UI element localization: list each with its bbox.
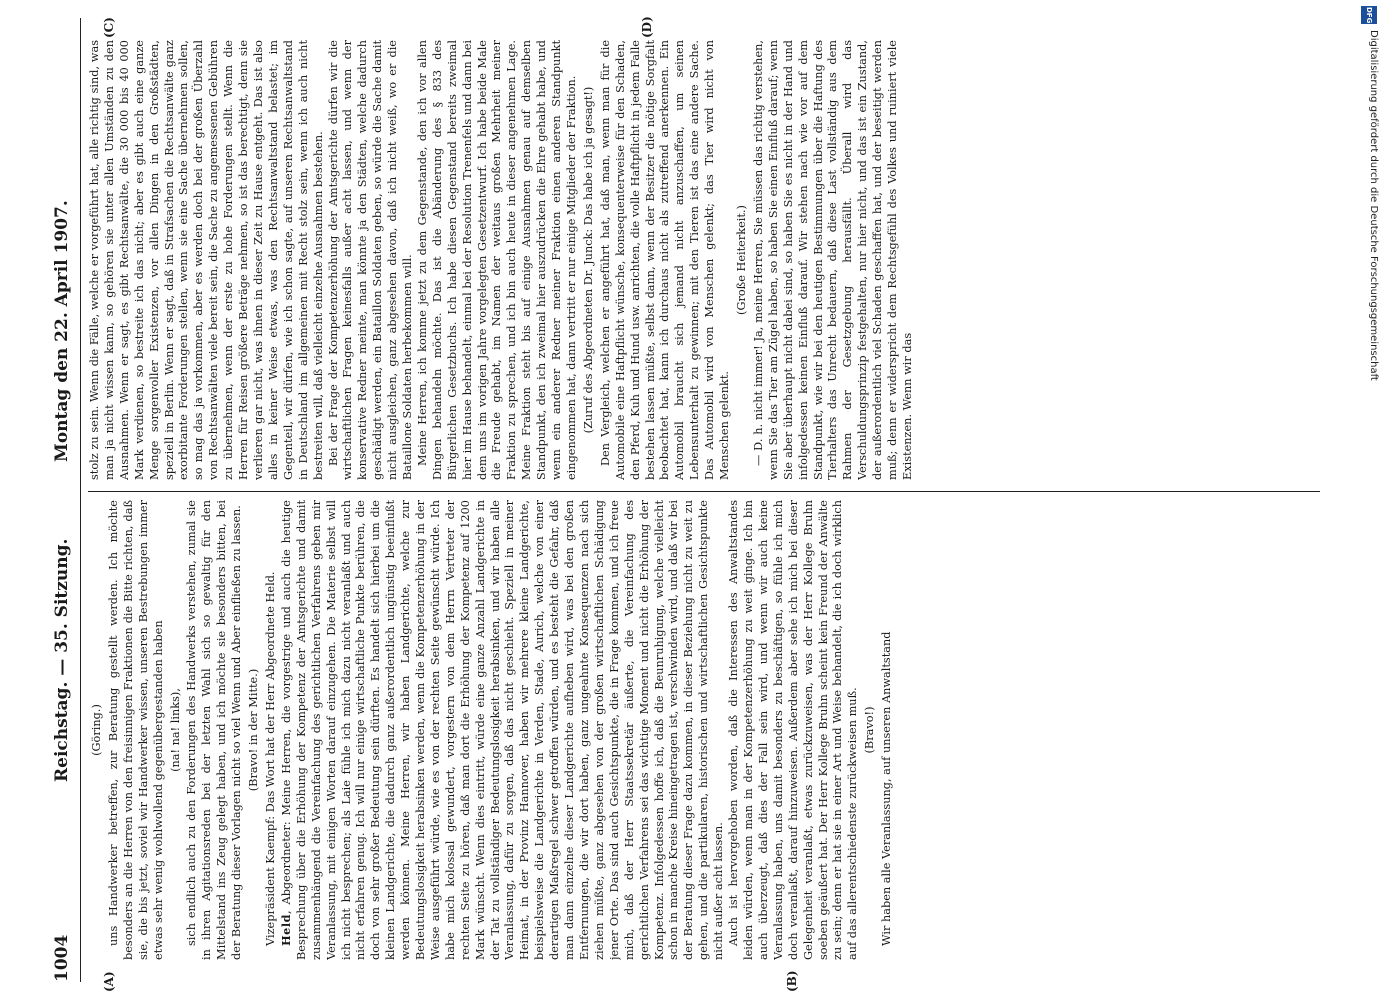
paragraph: — D. h. nicht immer! Ja, meine Herren, Sie müssen das richtig verstehen, wenn Sie das Tier am Zügel haben, so haben Sie einen Einfluß darauf; wenn Sie aber überhaupt nicht dabei sind, so haben Sie es nicht in der Hand und infolgedessen keinen Einfluß darauf. Wir stehen nach wie vor auf dem Standpunkt, wie wir bei den heutigen Bestimmungen über die Haftung des Tierhalters das Unrecht bedauern, daß diese Last vollständig aus dem Rahmen der Gesetzgebung herausfällt. Überall wird das Verschuldungsprinzip festgehalten, nur hier nicht, und das ist ein Zustand, der außerordentlich viel Schaden geschaffen hat, und der beseitigt werden muß; denn er widerspricht dem Rechtsgefühl des Volkes und ruiniert viele Existenzen. Wenn wir das [751,40,914,480]
paragraph: Auch ist hervorgehoben worden, daß die Interessen des Anwaltstandes leiden würden, wenn man in der Kompetenzerhöhung zu weit ginge. Ich bin auch überzeugt, daß dies der Fall sein wird, und wenn wir auch keine Veranlassung haben, uns damit besonders zu beschäftigen, so fühle ich mich doch veranlaßt, darauf hinzuweisen. Außerdem aber sehe ich mich bei dieser Gelegenheit veranlaßt, etwas zurückzuweisen, was der Herr Kollege Bruhn soeben geäußert hat. Der Herr Kollege Bruhn scheint kein Freund der Anwälte zu sein; denn er hat sie in einer Art und Weise behandelt, die ich doch wirklich auf das allerentschiedenste zurückweisen muß. [727,500,860,960]
paragraph: Wir haben alle Veranlassung, auf unseren Anwaltstand [880,631,894,946]
interjection: (na! na! links), [168,688,182,772]
right-column [88,40,1350,480]
speech-text: , Abgeordneter: Meine Herren, die vorgestrige und auch die heutige Besprechung über die Erhöhung der Kompetenz der Amtsgerichte und damit zusammenhängend die Vereinfachung des gerichtlichen Verfahrens geben mir Veranlassung, mit einigen Worten darauf einzugehen. Die Materie selbst will ich nicht besprechen; als Laie fühle ich mich dazu nicht veranlaßt und auch nicht erfahren genug. Ich will nur einige wirtschaftliche Punkte berühren, die doch von sehr großer Bedeutung sein dürften. Es handelt sich hierbei um die kleinen Landgerichte, die dadurch ganz außerordentlich ungünstig beeinflußt werden können. Meine Herren, wir haben Landgerichte, welche zur Bedeutungslosigkeit herabsinken werden, wenn die Kompetenzerhöhung in der Weise ausgeführt würde, wie es von der rechten Seite gewünscht würde. Ich habe mich kolossal gewundert, vorgestern von dem Herrn Vertreter der rechten Seite zu hören, daß man dort die Erhöhung der Kompetenz auf 1200 Mark wünscht. Wenn dies eintritt, würde eine ganze Anzahl Landgerichte in der Tat zu vollständiger Bedeutungslosigkeit herabsinken, und wir haben alle Veranlassung, dafür zu sorgen, daß das nicht geschieht. Speziell in meiner Heimat, in der Provinz Hannover, haben wir mehrere kleine Landgerichte, beispielsweise die Landgerichte in Verden, Stade, Aurich, welche von einer derartigen Maßregel schwer getroffen würden, und es besteht die Gefahr, daß man dann einzelne dieser Landgerichte aufheben wird, was bei den großen Entfernungen, die wir dort haben, ganz ungeahnte Konsequenzen nach sich ziehen müßte, ganz abgesehen von der großen wirtschaftlichen Schädigung jener Orte. Das sind auch Gesichtspunkte, die in Frage kommen, und ich freue mich, daß der Herr Staatssekretär äußerte, die Vereinfachung des gerichtlichen Verfahrens sei das wichtige Moment und nicht die Erhöhung der Kompetenz. Infolgedessen hoffe ich, daß die Beunruhigung, welche vielleicht schon in manche Kreise hineingetragen ist, verschwinden wird, und daß wir bei der Beratung dieser Frage dazu kommen, in dieser Beziehung nicht zu weit zu gehen, und die partikularen, historischen und wirtschaftlichen Gesichtspunkte nicht außer acht lassen. [279,500,726,960]
interjection: (Zuruf des Abgeordneten Dr. Junck: Das habe ich ja gesagt!) [581,86,595,434]
dfg-logo [1361,6,1377,24]
speaker-continuation: (Göring.) [90,704,103,756]
page-header [50,18,81,982]
paragraph: sich endlich auch zu den Forderungen des Handwerks verstehen, zumal sie in ihren Agitationsreden bei der letzten Wahl sich so gewaltig für den Mittelstand ins Zeug gelegt haben, und ich möchte sie besonders bitten, bei der Beratung dieser Vorlagen nicht so viel Wenn und Aber einfließen zu lassen. [185,500,244,960]
interjection: (Große Heiterkeit.) [734,205,748,315]
speaker-name: Held [278,913,293,946]
session-title: Reichstag. — 35. Sitzung. [52,538,72,782]
paragraph: Den Vergleich, welchen er angeführt hat, daß man, wenn man für die Automobile eine Haftpflicht wünsche, konsequenterweise für den Schaden, den Pferd, Kuh und Hund usw. anrichten, die volle Haftpflicht in jedem Falle bestehen lassen müßte, selbst dann, wenn der Besitzer die nötige Sorgfalt beobachtet hat, kann ich durchaus nicht als zutreffend anerkennen. Ein Automobil braucht sich jemand nicht anzuschaffen, um seinen Lebensunterhalt zu gewinnen; mit den Tieren ist das eine andere Sache. Das Automobil wird von Menschen gelenkt; das Tier wird nicht von Menschen gelenkt. [598,40,732,480]
margin-mark-a: (A) [102,971,116,992]
left-column [88,500,1350,960]
digitization-credit [1359,0,1381,1000]
margin-mark-d: (D) [640,16,654,38]
dfg-logo-text: DFG [1365,6,1373,24]
page-number: 1004 [52,934,72,982]
margin-mark-b: (B) [785,970,799,992]
document-page [40,0,1360,1000]
paragraph: Bei der Frage der Kompetenzerhöhung der Amtsgerichte dürfen wir die wirtschaftlichen Fragen keinesfalls außer acht lassen, und wenn der konservative Redner meinte, man könnte ja den Städten, welche dadurch geschädigt werden, ein Bataillon Soldaten geben, so würde die Sache damit nicht ausgleichen, ganz abgesehen davon, daß ich nicht weiß, wo er die Bataillone Soldaten herbekommen will. [326,40,415,480]
interjection: (Bravo! in der Mitte.) [247,668,261,792]
paragraph: Meine Herren, ich komme jetzt zu dem Gegenstande, den ich vor allen Dingen behandeln möchte. Das ist die Abänderung des § 833 des Bürgerlichen Gesetzbuchs. Ich habe diesen Gegenstand bereits zweimal hier im Hause behandelt, einmal bei der Resolution Trenenfels und dann bei dem uns im vorigen Jahre vorgelegten Gesetzentwurf. Ich habe beide Male die Freude gehabt, im Namen der weitaus großen Mehrheit meiner Fraktion zu sprechen, und ich bin auch heute in dieser angenehmen Lage. Meine Fraktion steht bis auf einige Ausnahmen genau auf demselben Standpunkt, den ich zweimal hier auszudrücken die Ehre gehabt habe, und wenn ein anderer Redner meiner Fraktion einen anderen Standpunkt eingenommen hat, dann vertritt er nur einige Mitglieder der Fraktion. [415,40,578,480]
speech-paragraph [279,500,727,960]
interjection: (Bravo!) [863,706,877,754]
paragraph: uns Handwerker betreffen, zur Beratung gestellt werden. Ich möchte besonders an die Herren von den freisinnigen Fraktionen die Bitte richten, daß sie, die bis jetzt, soviel wir Handwerker wissen, unseren Bestrebungen immer etwas sehr wenig wohlwollend gegenübergestanden haben [106,500,165,960]
vice-president-remark: Vizepräsident Kaempf: Das Wort hat der Herr Abgeordnete Held. [263,571,277,946]
column-divider [88,491,1320,492]
margin-mark-c: (C) [102,17,116,38]
paragraph: stolz zu sein. Wenn die Fälle, welche er vorgeführt hat, alle richtig sind, was man ja nicht wissen kann, so gehören sie unter allen Umständen zu den Ausnahmen. Wenn er sagt, es gibt Rechtsanwälte, die 30 000 bis 40 000 Mark verdienen, so bestreite ich das nicht; aber es gibt auch eine ganze Menge sorgenvoller Existenzen, vor allen Dingen in den Großstädten, speziell in Berlin. Wenn er sagt, daß in Strafsachen die Rechtsanwälte ganz exorbitante Forderungen stellen, wenn sie eine Sache übernehmen sollen, so mag das ja vorkommen, aber es werden doch bei der großen Überzahl von Rechtsanwälten viele bereit sein, die Sache zu angemessenen Gebühren zu übernehmen, wenn der erste zu hohe Forderungen stellt. Wenn die Herren für Reisen größere Beträge nehmen, so ist das berechtigt, denn sie verlieren gar nicht, was ihnen in dieser Zeit zu Hause entgeht. Das ist also alles in keiner Weise etwas, was den Rechtsanwaltstand belastet; im Gegenteil, wir dürfen, wie ich schon sagte, auf unseren Rechtsanwaltstand in Deutschland im allgemeinen mit Recht stolz sein, wenn ich auch nicht bestreiten will, daß vielleicht einzelne Ausnahmen bestehen. [88,40,325,480]
session-date: Montag den 22. April 1907. [52,200,72,462]
credit-text: Digitalisierung gefördert durch die Deutsche Forschungsgemeinschaft [1368,30,1379,381]
